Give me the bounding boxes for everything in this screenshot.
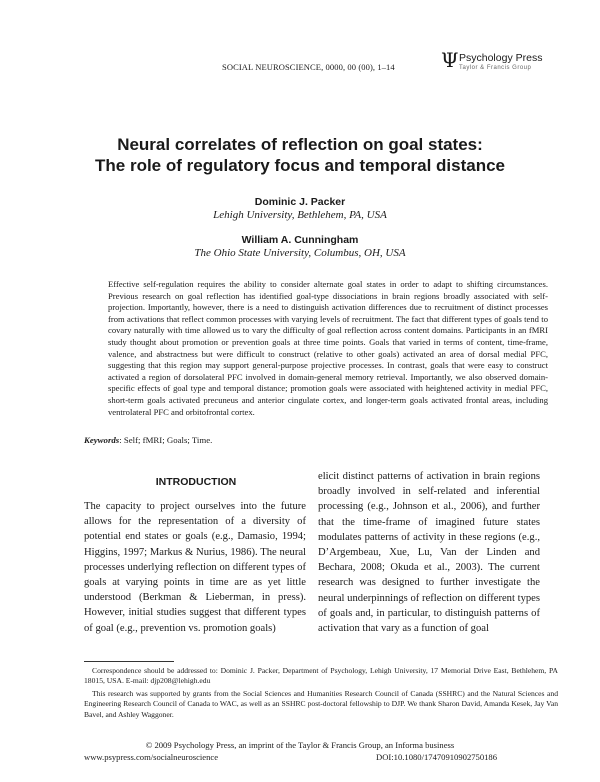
body-column-right: elicit distinct patterns of activation in brain regions broadly involved in self-related and inferential processing (e.g., Johnson et al., 2006), and further that the time-frame of imagined future states modulates patterns of activity in these regions (e.g., D’Argembeau, Xue, Lu, Van der Linden and Bechara, 2008; Okuda et al., 2003). The current research was designed to further investigate the neural underpinnings of reflection on different types of goals and, in particular, to distinguish patterns of activation that vary as a function of goal	[318, 471, 540, 635]
section-heading-introduction: INTRODUCTION	[155, 476, 237, 488]
body-column-left: The capacity to project ourselves into the future allows for the representation of a diversity of potential end states or goals (e.g., Damasio, 1994; Higgins, 1997; Markus & Nurius, 1986). The neural processes underlying reflection on different types of goals at varying points in time are as yet little understood (Berkman & Lieberman, in press). However, initial studies suggest that different types of goal (e.g., prevention vs. promotion goals)	[84, 501, 306, 634]
author-name: William A. Cunningham	[241, 234, 359, 246]
author-affiliation: The Ohio State University, Columbus, OH, USA	[194, 247, 406, 259]
publisher-name: Psychology Press	[459, 52, 543, 64]
paper-title-line-1: Neural correlates of reflection on goal states:	[117, 135, 483, 154]
doi[interactable]: DOI:10.1080/17470910902750186	[376, 752, 498, 762]
author-affiliation: Lehigh University, Bethlehem, PA, USA	[213, 209, 387, 221]
running-head: SOCIAL NEUROSCIENCE, 0000, 00 (00), 1–14	[222, 62, 395, 72]
footnote-divider	[84, 661, 174, 662]
psi-logo-icon: Ψ	[441, 48, 459, 72]
journal-url[interactable]: www.psypress.com/socialneuroscience	[84, 752, 219, 762]
funding-note: This research was supported by grants from the Social Sciences and Humanities Research Council of Canada (SSHRC) and the Natural Sciences and Engineering Research Council of Canada to WAC, as well as an SSHRC post-doctoral fellowship to DJP. We thank Sharon David, Amanda Kesek, Jay Van Bavel, and Ashley Waggoner.	[84, 689, 558, 719]
publisher-subtitle: Taylor & Francis Group	[459, 65, 532, 71]
author-name: Dominic J. Packer	[254, 196, 346, 208]
publisher-logo	[441, 48, 561, 78]
keywords-label: Keywords	[84, 435, 120, 445]
copyright-line: © 2009 Psychology Press, an imprint of the Taylor & Francis Group, an Informa business	[145, 740, 455, 750]
correspondence-note: Correspondence should be addressed to: Dominic J. Packer, Department of Psychology, Lehigh University, 17 Memorial Drive East, Bethlehem, PA 18015, USA. E-mail: djp208@lehigh.edu	[84, 666, 558, 686]
keywords-text: : Self; fMRI; Goals; Time.	[119, 435, 213, 445]
paper-title-line-2: The role of regulatory focus and temporal distance	[95, 156, 505, 175]
keywords	[84, 435, 212, 445]
abstract: Effective self-regulation requires the ability to consider alternate goal states in order to adapt to shifting circumstances. Previous research on goal reflection has identified goal-type dissociations in brain regions broadly associated with self-projection. Importantly, however, there is a need to distinguish activation differences due to recruitment of distinct processes from activations that reflect common processes with varying levels of recruitment. The fact that different types of goals tend to covary naturally with time allowed us to vary the difficulty of goal reflection across content domains. Participants in an fMRI study thought about promotion or prevention goals at three time points. Goals that varied in terms of content, time-frame, valence, and abstractness but were difficult to construct (relative to other goals) activated an area of dorsal medial PFC, suggesting that this region may support general-purpose projective processes. In contrast, goals that were easy to construct activated a region of dorsolateral PFC involved in domain-general memory retrieval. Importantly, we also observed domain-specific effects of goal type and temporal distance; promotion goals were associated with heightened activity in medial PFC, short-term goals activated precuneus and anterior cingulate cortex, and longer-term goals activated frontal areas, including ventrolateral PFC and orbitofrontal cortex.	[108, 279, 548, 417]
